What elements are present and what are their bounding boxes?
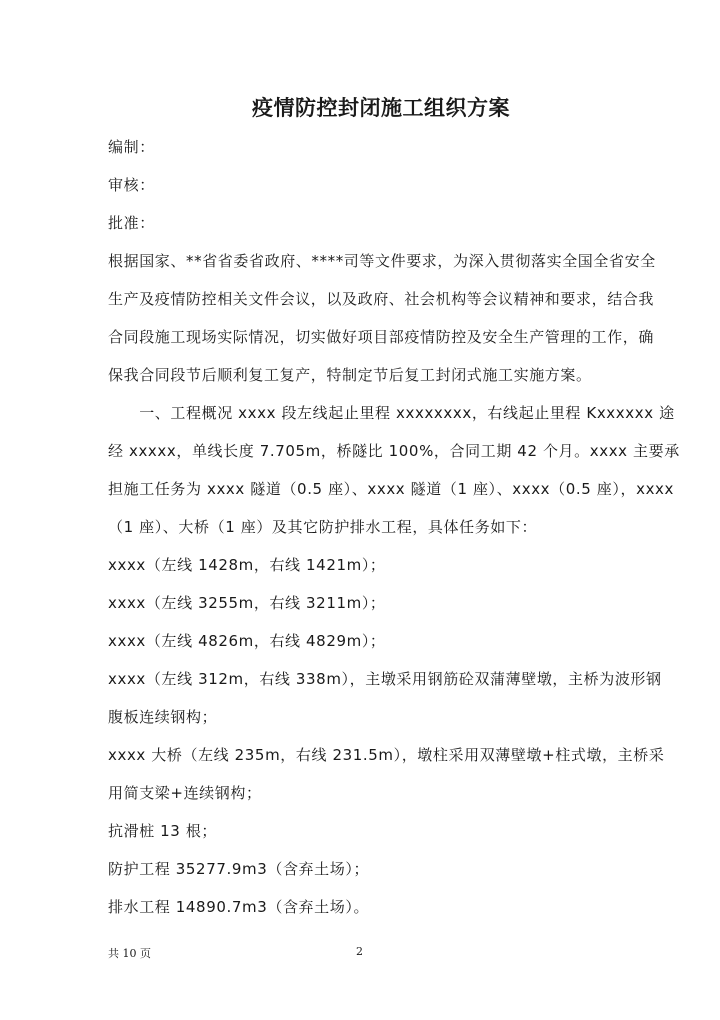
paragraph-line: 经 xxxxx，单线长度 7.705m，桥隧比 100%，合同工期 42 个月。xxxx 主要承 — [108, 442, 680, 460]
list-item: xxxx（左线 4826m，右线 4829m）； — [108, 632, 386, 650]
list-item: xxxx（左线 1428m，右线 1421m）； — [108, 556, 386, 574]
approver-label: 批准： — [108, 214, 155, 232]
list-item: 抗滑桩 13 根； — [108, 822, 218, 840]
list-item: xxxx（左线 312m，右线 338m），主墩采用钢筋砼双蒲薄壁墩，主桥为波形钢 — [108, 670, 662, 688]
paragraph-line: 保我合同段节后顺利复工复产，特制定节后复工封闭式施工实施方案。 — [108, 366, 592, 384]
footer-total-pages: 共 10 页 — [108, 947, 151, 960]
editor-label: 编制： — [108, 138, 155, 156]
paragraph-line: 生产及疫情防控相关文件会议，以及政府、社会机构等会议精神和要求，结合我 — [108, 290, 655, 308]
paragraph-line: 根据国家、**省省委省政府、****司等文件要求，为深入贯彻落实全国全省安全 — [108, 252, 656, 270]
list-item: xxxx 大桥（左线 235m，右线 231.5m），墩柱采用双薄壁墩+柱式墩，主桥采 — [108, 746, 665, 764]
reviewer-label: 审核： — [108, 176, 155, 194]
footer-page-number: 2 — [356, 945, 363, 958]
list-item: 排水工程 14890.7m3（含弃土场）。 — [108, 898, 370, 916]
list-item: xxxx（左线 3255m，右线 3211m）； — [108, 594, 386, 612]
paragraph-line: （1 座）、大桥（1 座）及其它防护排水工程，具体任务如下： — [108, 518, 538, 536]
paragraph-line: 担施工任务为 xxxx 隧道（0.5 座）、xxxx 隧道（1 座）、xxxx（0.5 座），xxxx — [108, 480, 674, 498]
document-title: 疫情防控封闭施工组织方案 — [252, 96, 510, 120]
paragraph-line: 合同段施工现场实际情况，切实做好项目部疫情防控及安全生产管理的工作，确 — [108, 328, 655, 346]
list-item: 防护工程 35277.9m3（含弃土场）； — [108, 860, 370, 878]
paragraph-line: 一、工程概况 xxxx 段左线起止里程 xxxxxxxx，右线起止里程 Kxxxxxx 途 — [108, 404, 675, 422]
list-item-continuation: 腹板连续钢构； — [108, 708, 218, 726]
list-item-continuation: 用简支梁+连续钢构； — [108, 784, 262, 802]
